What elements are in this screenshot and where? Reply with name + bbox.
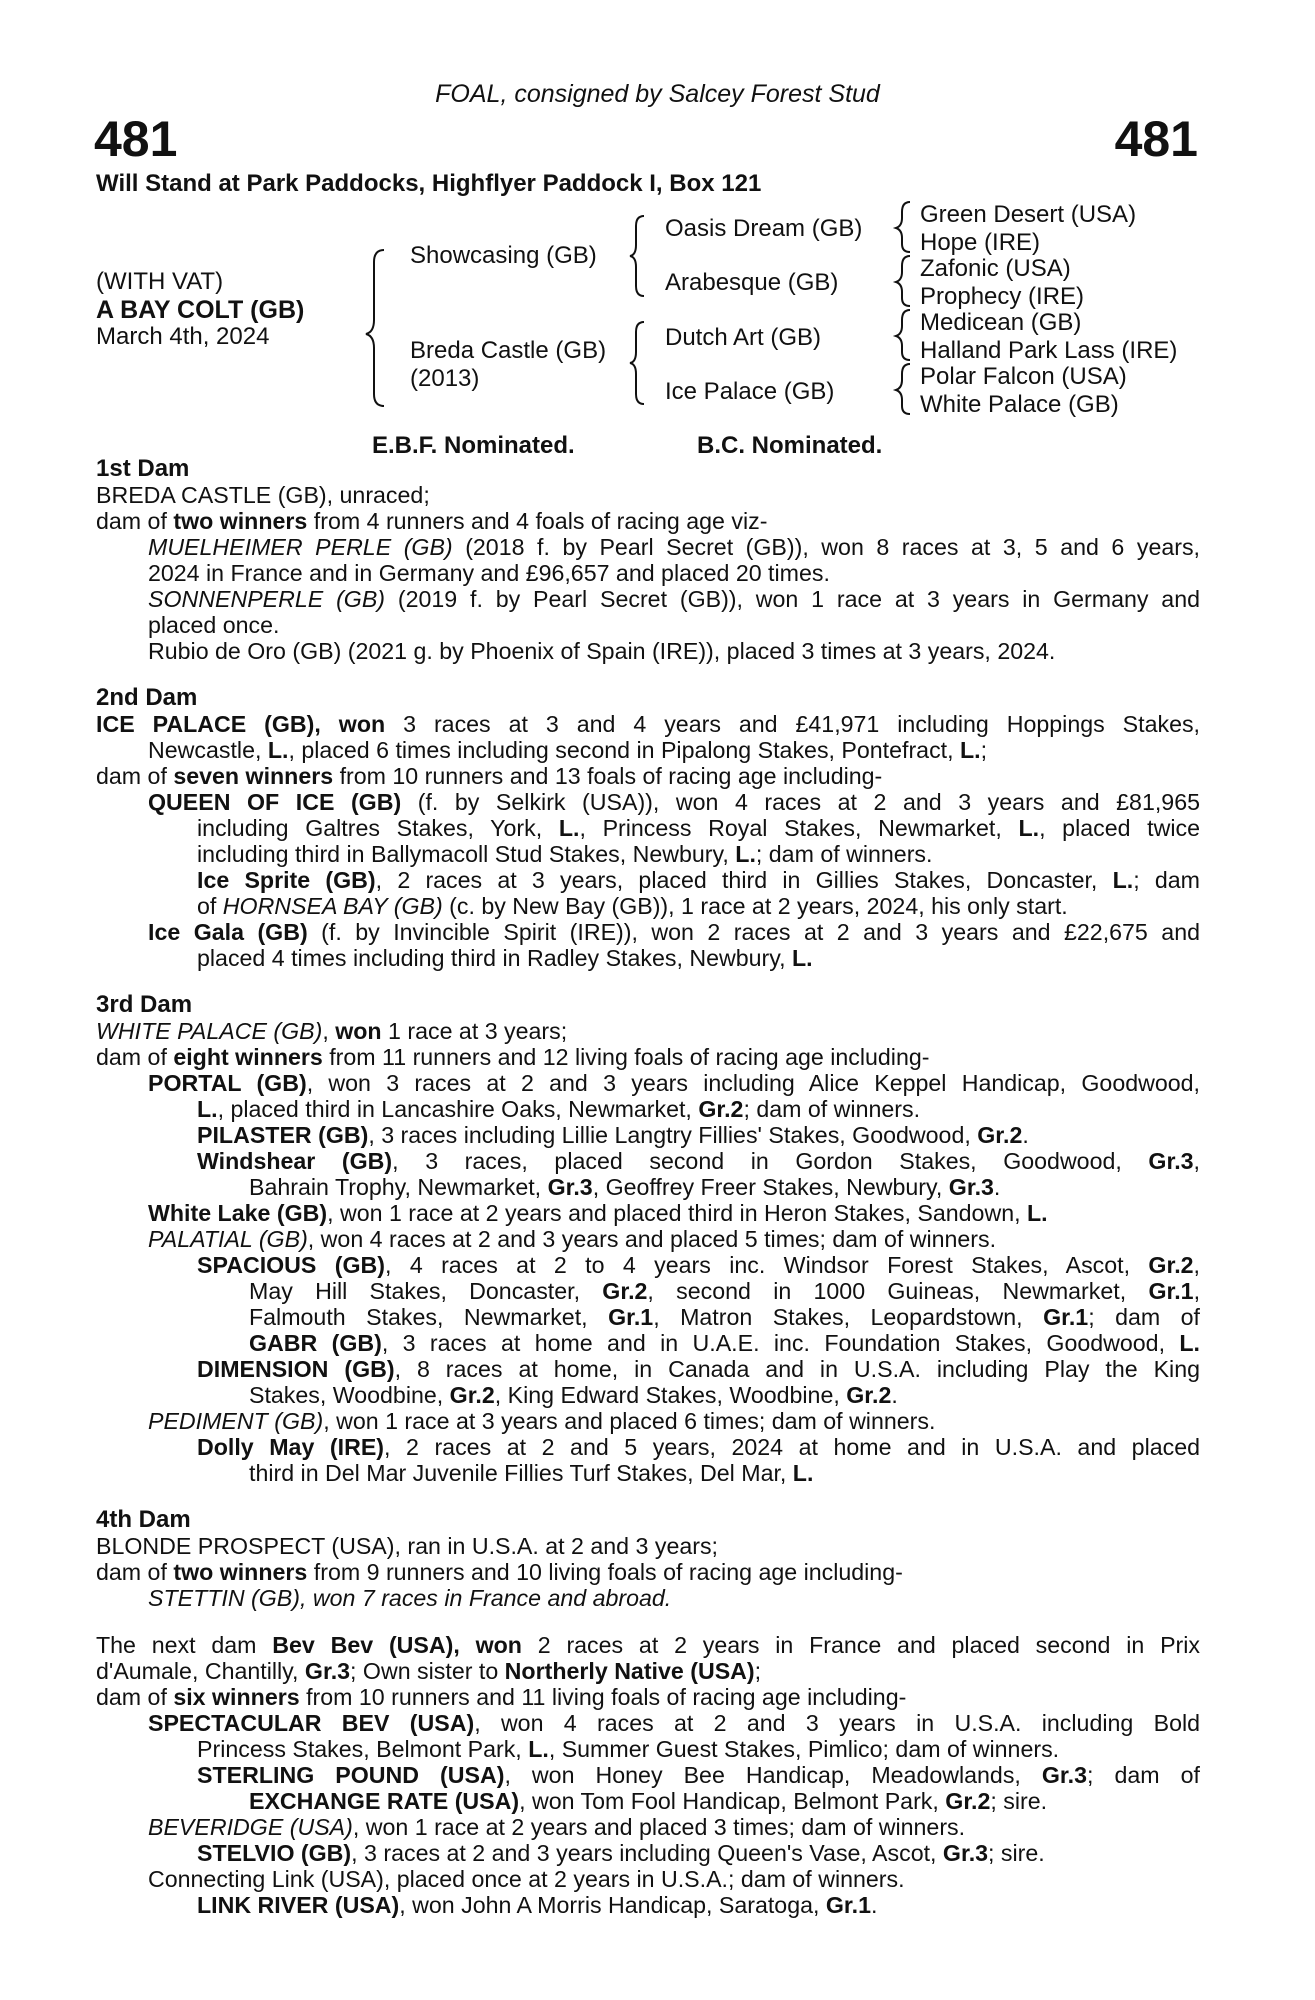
pedigree-g4-3: Zafonic (USA) — [920, 255, 1071, 282]
dam2-line: Ice Gala (GB) (f. by Invincible Spirit (IRE)), won 2 races at 2 and 3 years and £22,675 and — [148, 919, 1200, 945]
brace-sire — [630, 216, 644, 296]
next-dam-line: SPECTACULAR BEV (USA), won 4 races at 2 and 3 years in U.S.A. including Bold — [148, 1710, 1201, 1736]
dam3-line: PORTAL (GB), won 3 races at 2 and 3 years including Alice Keppel Handicap, Goodwood, — [148, 1070, 1200, 1096]
dam2-line: ICE PALACE (GB), won 3 races at 3 and 4 years and £41,971 including Hoppings Stakes, — [96, 711, 1200, 737]
dam3-line: Bahrain Trophy, Newmarket, Gr.3, Geoffrey Freer Stakes, Newbury, Gr.3. — [249, 1174, 1001, 1200]
dam3-line: PEDIMENT (GB), won 1 race at 3 years and placed 6 times; dam of winners. — [148, 1408, 936, 1434]
dam3-line: L., placed third in Lancashire Oaks, Newmarket, Gr.2; dam of winners. — [197, 1096, 921, 1122]
heading-2nd-dam: 2nd Dam — [96, 684, 198, 711]
dam2-line: dam of seven winners from 10 runners and 13 foals of racing age including- — [96, 763, 883, 789]
dam3-line: Dolly May (IRE), 2 races at 2 and 5 years, 2024 at home and in U.S.A. and placed — [197, 1434, 1201, 1460]
next-dam-line: STELVIO (GB), 3 races at 2 and 3 years including Queen's Vase, Ascot, Gr.3; sire. — [197, 1840, 1045, 1866]
dam3-line: DIMENSION (GB), 8 races at home, in Canada and in U.S.A. including Play the King — [197, 1356, 1200, 1382]
dam1-line: dam of two winners from 4 runners and 4 foals of racing age viz- — [96, 508, 768, 534]
dam3-line: third in Del Mar Juvenile Fillies Turf Stakes, Del Mar, L. — [249, 1460, 814, 1486]
pedigree-sire: Showcasing (GB) — [410, 242, 597, 269]
pedigree-g4-7: Polar Falcon (USA) — [920, 363, 1127, 390]
pedigree-g3-2: Arabesque (GB) — [665, 269, 839, 296]
lot-number-right: 481 — [1114, 111, 1198, 167]
brace-g4-1 — [896, 202, 910, 252]
dam3-line: Windshear (GB), 3 races, placed second in Gordon Stakes, Goodwood, Gr.3, — [197, 1148, 1200, 1174]
dam3-line: GABR (GB), 3 races at home and in U.A.E. inc. Foundation Stakes, Goodwood, L. — [249, 1330, 1200, 1356]
dam1-line: SONNENPERLE (GB) (2019 f. by Pearl Secret (GB)), won 1 race at 3 years in Germany and — [148, 586, 1200, 612]
next-dam-line: STERLING POUND (USA), won Honey Bee Handicap, Meadowlands, Gr.3; dam of — [197, 1762, 1200, 1788]
next-dam-line: BEVERIDGE (USA), won 1 race at 2 years and placed 3 times; dam of winners. — [148, 1814, 966, 1840]
lot-number-left: 481 — [94, 111, 178, 167]
dam4-line: dam of two winners from 9 runners and 10 living foals of racing age including- — [96, 1559, 903, 1585]
dam3-line: WHITE PALACE (GB), won 1 race at 3 years; — [96, 1018, 568, 1044]
dam3-line: SPACIOUS (GB), 4 races at 2 to 4 years inc. Windsor Forest Stakes, Ascot, Gr.2, — [197, 1252, 1200, 1278]
brace-g4-4 — [896, 364, 910, 414]
heading-4th-dam: 4th Dam — [96, 1506, 191, 1533]
pedigree-g4-5: Medicean (GB) — [920, 309, 1082, 336]
brace-g4-2 — [896, 256, 910, 306]
brace-sire-dam — [366, 250, 384, 406]
pedigree-g4-8: White Palace (GB) — [920, 391, 1119, 418]
pedigree-g4-4: Prophecy (IRE) — [920, 283, 1085, 310]
foaling-date: March 4th, 2024 — [96, 323, 270, 350]
pedigree-g4-2: Hope (IRE) — [920, 229, 1041, 256]
ebf-nominated: E.B.F. Nominated. — [372, 432, 575, 459]
dam4-line: BLONDE PROSPECT (USA), ran in U.S.A. at 2 and 3 years; — [96, 1533, 718, 1559]
dam4-line: STETTIN (GB), won 7 races in France and abroad. — [148, 1585, 672, 1611]
pedigree-dam-year: (2013) — [410, 365, 480, 392]
dam1-line: placed once. — [148, 612, 280, 638]
brace-dam — [630, 322, 644, 404]
dam2-line: including Galtres Stakes, York, L., Princess Royal Stakes, Newmarket, L., placed twice — [197, 815, 1200, 841]
pedigree-g3-1: Oasis Dream (GB) — [665, 215, 863, 242]
dam3-line: May Hill Stakes, Doncaster, Gr.2, second in 1000 Guineas, Newmarket, Gr.1, — [249, 1278, 1201, 1304]
dam3-line: PILASTER (GB), 3 races including Lillie Langtry Fillies' Stakes, Goodwood, Gr.2. — [197, 1122, 1029, 1148]
next-dam-line: Connecting Link (USA), placed once at 2 years in U.S.A.; dam of winners. — [148, 1866, 905, 1892]
dam1-line: 2024 in France and in Germany and £96,657 and placed 20 times. — [148, 560, 830, 586]
next-dam-line: d'Aumale, Chantilly, Gr.3; Own sister to Northerly Native (USA); — [96, 1658, 762, 1684]
dam3-line: Falmouth Stakes, Newmarket, Gr.1, Matron Stakes, Leopardstown, Gr.1; dam of — [249, 1304, 1200, 1330]
dam2-line: Ice Sprite (GB), 2 races at 3 years, placed third in Gillies Stakes, Doncaster, L.; dam — [197, 867, 1200, 893]
dam2-line: placed 4 times including third in Radley Stakes, Newbury, L. — [197, 945, 813, 971]
next-dam-line: dam of six winners from 10 runners and 11 living foals of racing age including- — [96, 1684, 907, 1710]
dam3-line: White Lake (GB), won 1 race at 2 years and placed third in Heron Stakes, Sandown, L. — [148, 1200, 1048, 1226]
heading-3rd-dam: 3rd Dam — [96, 991, 193, 1018]
consignor-line: FOAL, consigned by Salcey Forest Stud — [435, 80, 880, 108]
dam3-line: Stakes, Woodbine, Gr.2, King Edward Stakes, Woodbine, Gr.2. — [249, 1382, 898, 1408]
next-dam-line: The next dam Bev Bev (USA), won 2 races at 2 years in France and placed second in Prix — [96, 1632, 1201, 1658]
dam2-line: of HORNSEA BAY (GB) (c. by New Bay (GB)), 1 race at 2 years, 2024, his only start. — [197, 893, 1068, 919]
dam1-line: Rubio de Oro (GB) (2021 g. by Phoenix of Spain (IRE)), placed 3 times at 3 years, 2024. — [148, 638, 1056, 664]
pedigree-g3-3: Dutch Art (GB) — [665, 324, 822, 351]
heading-1st-dam: 1st Dam — [96, 455, 190, 482]
dam2-line: QUEEN OF ICE (GB) (f. by Selkirk (USA)), won 4 races at 2 and 3 years and £81,965 — [148, 789, 1200, 815]
dam1-line: BREDA CASTLE (GB), unraced; — [96, 482, 430, 508]
brace-g4-3 — [896, 310, 910, 360]
next-dam-line: LINK RIVER (USA), won John A Morris Handicap, Saratoga, Gr.1. — [197, 1892, 878, 1918]
pedigree-g4-6: Halland Park Lass (IRE) — [920, 337, 1178, 364]
dam3-line: PALATIAL (GB), won 4 races at 2 and 3 years and placed 5 times; dam of winners. — [148, 1226, 997, 1252]
vat-note: (WITH VAT) — [96, 268, 224, 295]
bc-nominated: B.C. Nominated. — [697, 432, 883, 459]
next-dam-line: EXCHANGE RATE (USA), won Tom Fool Handicap, Belmont Park, Gr.2; sire. — [249, 1788, 1048, 1814]
stand-location: Will Stand at Park Paddocks, Highflyer Paddock I, Box 121 — [96, 170, 762, 197]
dam2-line: Newcastle, L., placed 6 times including second in Pipalong Stakes, Pontefract, L.; — [148, 737, 988, 763]
horse-name: A BAY COLT (GB) — [96, 296, 305, 324]
pedigree-dam: Breda Castle (GB) — [410, 337, 607, 364]
dam1-line: MUELHEIMER PERLE (GB) (2018 f. by Pearl Secret (GB)), won 8 races at 3, 5 and 6 years, — [148, 534, 1200, 560]
dam2-line: including third in Ballymacoll Stud Stakes, Newbury, L.; dam of winners. — [197, 841, 933, 867]
next-dam-line: Princess Stakes, Belmont Park, L., Summer Guest Stakes, Pimlico; dam of winners. — [197, 1736, 1060, 1762]
pedigree-g3-4: Ice Palace (GB) — [665, 378, 835, 405]
dam3-line: dam of eight winners from 11 runners and 12 living foals of racing age including- — [96, 1044, 930, 1070]
pedigree-g4-1: Green Desert (USA) — [920, 201, 1137, 228]
